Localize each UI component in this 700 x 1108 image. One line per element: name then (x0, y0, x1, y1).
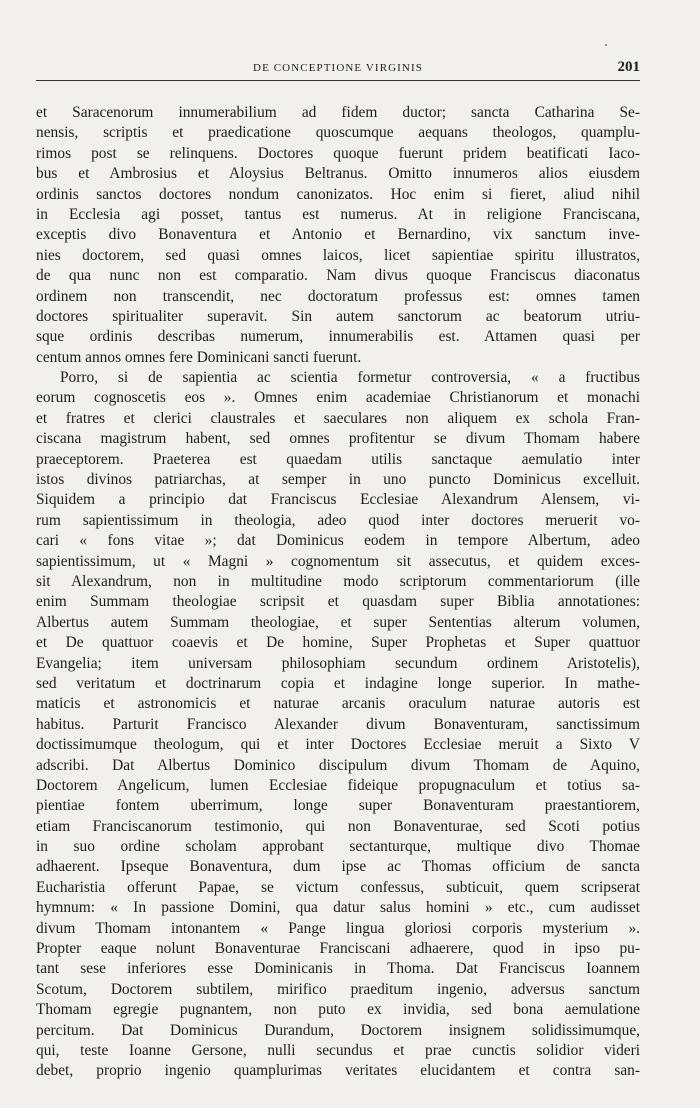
page-header (36, 58, 640, 81)
running-head: DE CONCEPTIONE VIRGINIS (253, 62, 423, 74)
text-line: doctores spiritualiter superavit. Sin autem sanctorum ac beatorum utriu- (36, 307, 640, 325)
page-number: 201 (617, 59, 640, 75)
text-line: sit Alexandrum, non in multitudine modo scriptorum commentariorum (ille (36, 572, 640, 590)
text-line: et fratres et clerici claustrales et saeculares non aliquem ex schola Fran- (36, 409, 640, 427)
text-line: in suo ordine scholam approbant sectanturque, multique divo Thomae (36, 838, 640, 856)
text-line: ciscana magistrum habent, sed omnes profitentur se divum Thomam habere (36, 430, 640, 448)
text-line: Scotum, Doctorem subtilem, mirifico praeditum ingenio, adversus sanctum (36, 980, 640, 998)
text-line: qui, teste Ioanne Gersone, nulli secundus et prae cunctis solidior videri (36, 1041, 640, 1059)
text-line: ordinis sanctos doctores nondum canonizatos. Hoc enim si fieret, aliud nihil (36, 185, 640, 203)
text-line: cari « fons vitae »; dat Dominicus eodem in tempore Albertum, adeo (36, 532, 640, 550)
text-line: Thomam egregie pugnantem, non puto ex invidia, sed bona aemulatione (36, 1001, 640, 1019)
text-line: tant sese inferiores esse Dominicanis in Thoma. Dat Franciscus Ioannem (36, 960, 640, 978)
text-line: adhaerent. Ipseque Bonaventura, dum ipse ac Thomas officium de sancta (36, 858, 640, 876)
text-line: maticis et astronomicis et naturae arcanis oraculum naturae autoris est (36, 695, 640, 713)
text-line: Eucharistia offerunt Papae, se victum confessus, subticuit, quem scripserat (36, 878, 640, 896)
text-line: sque ordinis describas numerum, innumerabilis est. Attamen quasi per (36, 328, 640, 346)
text-line: debet, proprio ingenio quamplurimas veritates elucidantem et contra san- (36, 1062, 640, 1080)
text-line: Propter eaque nolunt Bonaventurae Franciscani adhaerere, quod in ipso pu- (36, 940, 640, 958)
text-line: centum annos omnes fere Dominicani sancti fuerunt. (36, 348, 362, 366)
text-line: de qua nunc non est comparatio. Nam divus quoque Franciscus diaconatus (36, 267, 640, 285)
text-line: Albertus autem Summam theologiae, et super Sententias alterum volumen, (36, 613, 640, 631)
text-line: praeceptorem. Praeterea est quaedam utilis sanctaque aemulatio inter (36, 450, 640, 468)
text-line: nies doctorem, sed quasi omnes laicos, licet sapientiae spiritu illustratos, (36, 246, 640, 264)
text-line: exceptis divo Bonaventura et Antonio et Bernardino, vix sanctum inve- (36, 226, 640, 244)
text-line: sapientissimum, ut « Magni » cognomentum sit assecutus, et quidem exces- (36, 552, 640, 570)
text-line: etiam Franciscanorum testimonio, qui non Bonaventurae, sed Scoti potius (36, 817, 640, 835)
text-line: in Ecclesia agi posset, tantus est numerus. At in religione Franciscana, (36, 205, 640, 223)
text-line: rimos post se relinquens. Doctores quoque fuerunt pridem beatificati Iaco- (36, 144, 640, 162)
text-line: bus et Ambrosius et Aloysius Beltranus. Omitto innumeros alios eiusdem (36, 165, 640, 183)
text-line: eorum cognoscetis eos ». Omnes enim academiae Christianorum et monachi (36, 389, 640, 407)
text-line: rum sapientissimum in theologia, adeo quod inter doctores meruerit vo- (36, 511, 640, 529)
text-line: habitus. Parturit Francisco Alexander divum Bonaventuram, sanctissimum (36, 715, 640, 733)
text-line: et De quattuor coaevis et De homine, Super Prophetas et Super quattuor (36, 634, 640, 652)
paragraph-first-line: Porro, si de sapientia ac scientia formetur controversia, « a fructibus (60, 369, 640, 387)
text-line: ordinem non transcendit, nec doctoratum professus est: omnes tamen (36, 287, 640, 305)
paper-speck (605, 44, 607, 46)
text-line: Siquidem a principio dat Franciscus Ecclesiae Alexandrum Alensem, vi- (36, 491, 640, 509)
text-line: doctissimumque theologum, qui et inter Doctores Ecclesiae meruit a Sixto V (36, 736, 640, 754)
text-line: sed veritatum et doctrinarum copia et indagine longe superior. In mathe- (36, 674, 640, 692)
text-line: adscribi. Dat Albertus Dominico discipulum divum Thomam de Aquino, (36, 756, 640, 774)
body-text (36, 103, 640, 1082)
text-line: Evangelia; item universam philosophiam secundum ordinem Aristotelis), (36, 654, 640, 672)
text-line: Doctorem Angelicum, lumen Ecclesiae fideique propugnaculum et totius sa- (36, 776, 640, 794)
text-line: pientiae fontem uberrimum, longe super Bonaventuram praestantiorem, (36, 797, 640, 815)
text-line: enim Summam theologiae scripsit et quasdam super Biblia annotationes: (36, 593, 640, 611)
text-line: divum Thomam intonantem « Pange lingua gloriosi corporis mysterium ». (36, 919, 640, 937)
text-line: hymnum: « In passione Domini, qua datur salus homini » etc., cum audisset (36, 899, 640, 917)
text-line: percitum. Dat Dominicus Durandum, Doctorem insignem solidissimumque, (36, 1021, 640, 1039)
text-line: istos divinos patriarchas, at semper in uno puncto Dominicus excelluit. (36, 471, 640, 489)
text-line: et Saracenorum innumerabilium ad fidem ductor; sancta Catharina Se- (36, 104, 640, 121)
text-line: nensis, scriptis et praedicatione quoscumque aequans theologos, quamplu- (36, 124, 640, 142)
